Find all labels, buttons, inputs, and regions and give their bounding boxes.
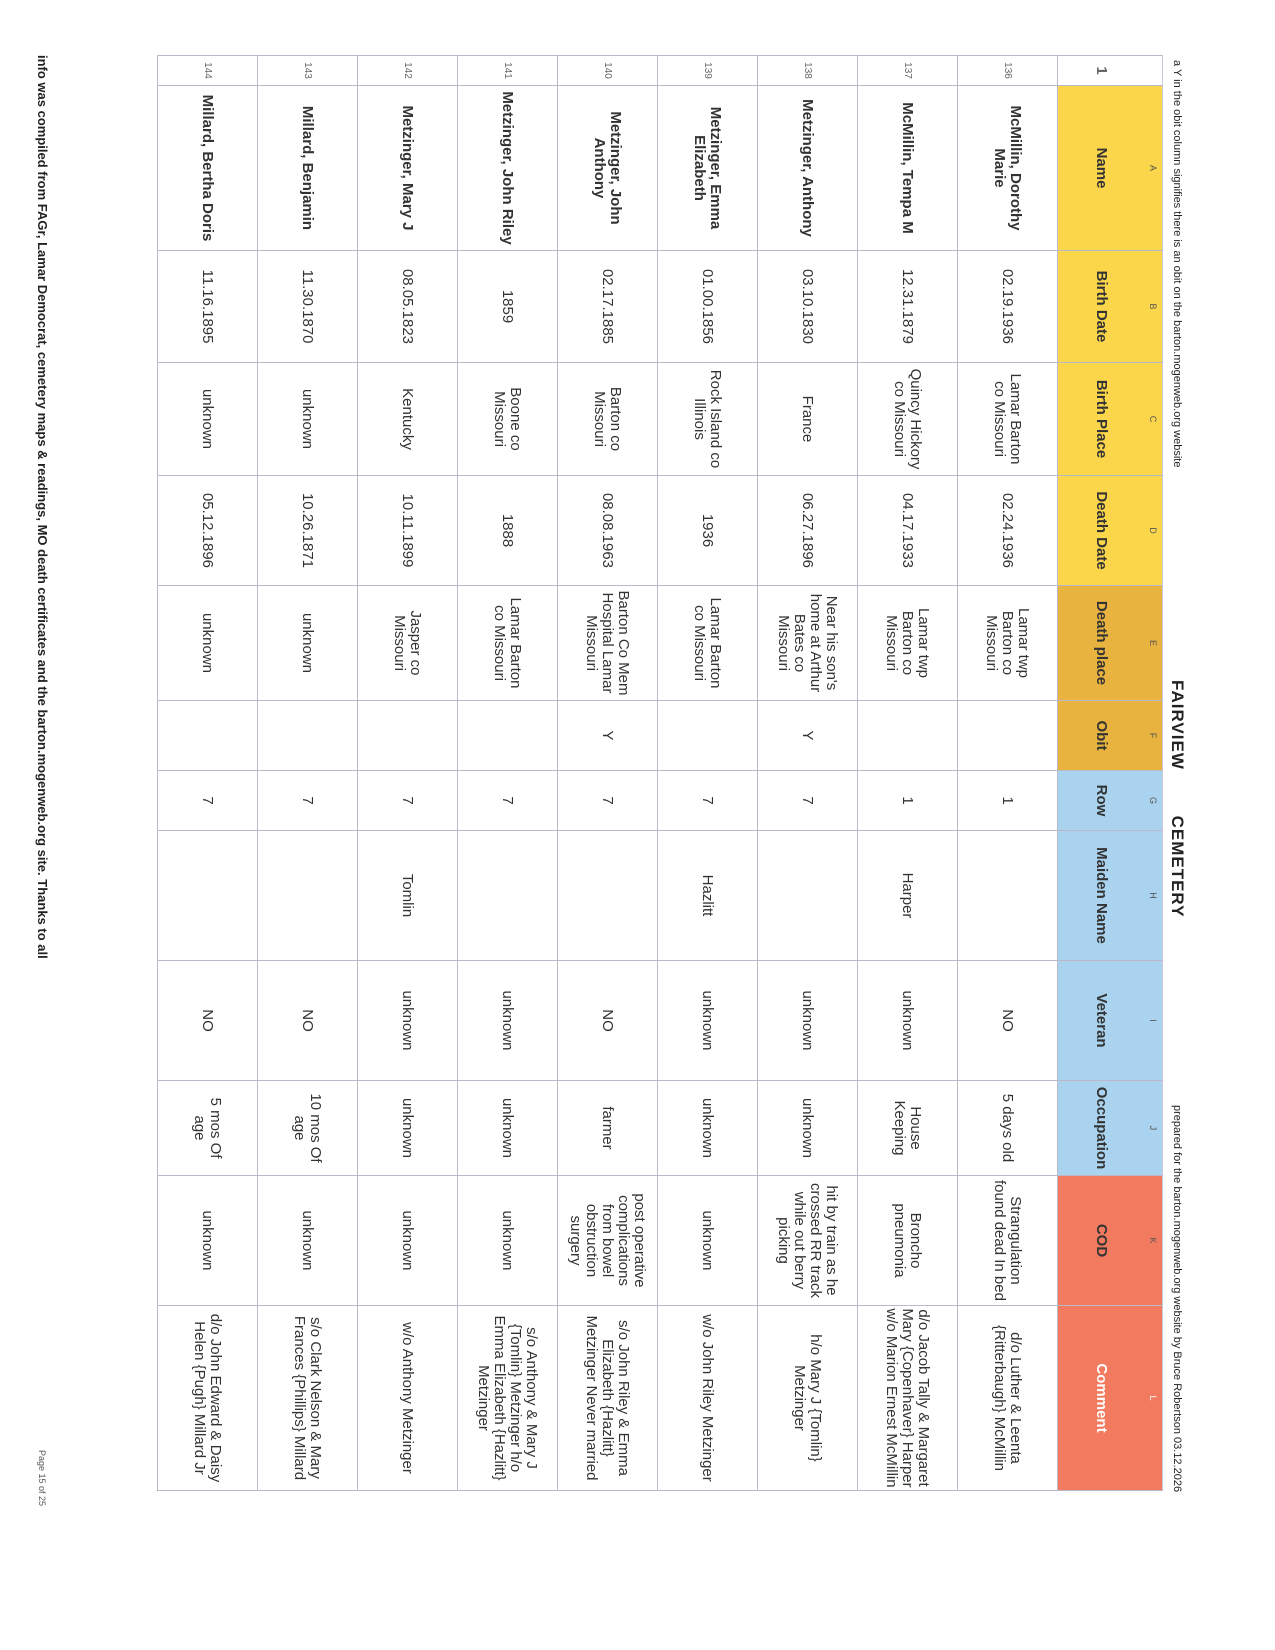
row-number: 144	[158, 56, 258, 86]
row-number: 138	[758, 56, 858, 86]
column-letter: J	[1144, 1081, 1163, 1176]
table-row	[958, 56, 1058, 1491]
cell-death-place: Near his son's home at Arthur Bates co Missouri	[758, 586, 858, 701]
cell-cod: unknown	[158, 1176, 258, 1306]
cell-birth-date: 03.10.1830	[758, 251, 858, 363]
cell-obit	[658, 701, 758, 771]
row-number: 141	[458, 56, 558, 86]
column-header: Birth Place	[1058, 363, 1145, 476]
column-letter-row	[1144, 56, 1163, 1491]
cell-death-date: 1888	[458, 476, 558, 586]
cell-name: Millard, Bertha Doris	[158, 86, 258, 251]
cell-death-place: Lamar twp Barton co Missouri	[858, 586, 958, 701]
cell-maiden-name	[458, 831, 558, 961]
cell-birth-date: 11.30.1870	[258, 251, 358, 363]
column-letter: F	[1144, 701, 1163, 771]
cell-cod: Broncho pneumonia	[858, 1176, 958, 1306]
cell-cod: unknown	[658, 1176, 758, 1306]
row-number: 1	[1058, 56, 1145, 86]
cell-veteran: NO	[158, 961, 258, 1081]
cell-comment: w/o John Riley Metzinger	[658, 1306, 758, 1491]
cell-veteran: unknown	[358, 961, 458, 1081]
cell-name: Metzinger, Anthony	[758, 86, 858, 251]
cell-occupation: unknown	[358, 1081, 458, 1176]
row-number: 136	[958, 56, 1058, 86]
cell-birth-place: Lamar Barton co Missouri	[958, 363, 1058, 476]
cell-name: McMillin, Tempa M	[858, 86, 958, 251]
column-letter: K	[1144, 1176, 1163, 1306]
cell-birth-date: 02.17.1885	[558, 251, 658, 363]
cell-occupation: 5 days old	[958, 1081, 1058, 1176]
cell-birth-date: 12.31.1879	[858, 251, 958, 363]
cell-death-date: 05.12.1896	[158, 476, 258, 586]
cell-veteran: unknown	[658, 961, 758, 1081]
cell-occupation: farmer	[558, 1081, 658, 1176]
cell-veteran: unknown	[458, 961, 558, 1081]
page-number: Page 15 of 25	[37, 1450, 47, 1507]
cell-veteran: unknown	[758, 961, 858, 1081]
column-header: Comment	[1058, 1306, 1145, 1491]
column-letter: G	[1144, 771, 1163, 831]
cell-birth-place: Quincy Hickory co Missouri	[858, 363, 958, 476]
cell-occupation: 10 mos Of age	[258, 1081, 358, 1176]
cemetery-table	[157, 55, 1163, 1491]
header-row	[1058, 56, 1145, 1491]
cell-comment: d/o Luther & Leenta {Ritterbaugh} McMillin	[958, 1306, 1058, 1491]
cell-obit: Y	[558, 701, 658, 771]
cell-occupation: unknown	[758, 1081, 858, 1176]
table-row	[358, 56, 458, 1491]
cell-obit	[858, 701, 958, 771]
table-row	[758, 56, 858, 1491]
cell-obit	[358, 701, 458, 771]
cell-name: Metzinger, Mary J	[358, 86, 458, 251]
page-title: FAIRVIEW CEMETERY	[1168, 680, 1187, 918]
column-letter: L	[1144, 1306, 1163, 1491]
cell-comment: s/o Anthony & Mary J {Tomlin} Metzinger h/o Emma Elizabeth {Hazlitt} Metzinger	[458, 1306, 558, 1491]
cell-row: 7	[558, 771, 658, 831]
column-header: Row	[1058, 771, 1145, 831]
row-number: 143	[258, 56, 358, 86]
cell-veteran: NO	[258, 961, 358, 1081]
cell-row: 7	[258, 771, 358, 831]
cell-comment: s/o John Riley & Emma Elizabeth {Hazlitt} Metzinger Never married	[558, 1306, 658, 1491]
cell-occupation: House Keeping	[858, 1081, 958, 1176]
cell-row: 7	[458, 771, 558, 831]
cell-comment: h/o Mary J {Tomlin} Metzinger	[758, 1306, 858, 1491]
cell-veteran: NO	[558, 961, 658, 1081]
column-header: Birth Date	[1058, 251, 1145, 363]
cell-name: Metzinger, John Riley	[458, 86, 558, 251]
cell-comment: d/o John Edward & Daisy Helen {Pugh} Millard Jr	[158, 1306, 258, 1491]
cell-death-place: Lamar Barton co Missouri	[458, 586, 558, 701]
cell-name: Metzinger, John Anthony	[558, 86, 658, 251]
cell-name: Millard, Benjamin	[258, 86, 358, 251]
cell-cod: hit by train as he crossed RR track while out berry picking	[758, 1176, 858, 1306]
cell-death-date: 02.24.1936	[958, 476, 1058, 586]
cell-maiden-name	[558, 831, 658, 961]
column-letter: I	[1144, 961, 1163, 1081]
column-header: Veteran	[1058, 961, 1145, 1081]
row-number: 137	[858, 56, 958, 86]
cell-obit	[458, 701, 558, 771]
cell-maiden-name: Tomlin	[358, 831, 458, 961]
cell-veteran: unknown	[858, 961, 958, 1081]
cell-birth-date: 01.00.1856	[658, 251, 758, 363]
corner-cell	[1144, 56, 1163, 86]
cell-death-date: 08.08.1963	[558, 476, 658, 586]
table-row	[658, 56, 758, 1491]
column-letter: C	[1144, 363, 1163, 476]
cell-birth-place: Kentucky	[358, 363, 458, 476]
cell-name: McMillin, Dorothy Marie	[958, 86, 1058, 251]
cell-maiden-name: Hazlitt	[658, 831, 758, 961]
column-letter: D	[1144, 476, 1163, 586]
column-letter: E	[1144, 586, 1163, 701]
row-number: 142	[358, 56, 458, 86]
column-header: Maiden Name	[1058, 831, 1145, 961]
cell-maiden-name	[258, 831, 358, 961]
cell-comment: d/o Jacob Tally & Margaret Mary {Copenhaver} Harper w/o Marion Ernest McMillin	[858, 1306, 958, 1491]
cell-death-date: 10.26.1871	[258, 476, 358, 586]
cell-occupation: 5 mos Of age	[158, 1081, 258, 1176]
cell-death-date: 04.17.1933	[858, 476, 958, 586]
cell-birth-place: unknown	[258, 363, 358, 476]
cell-row: 1	[858, 771, 958, 831]
cell-birth-place: Boone co Missouri	[458, 363, 558, 476]
cell-comment: w/o Anthony Metzinger	[358, 1306, 458, 1491]
cell-row: 7	[658, 771, 758, 831]
column-header: Name	[1058, 86, 1145, 251]
cell-occupation: unknown	[458, 1081, 558, 1176]
cell-death-place: Lamar twp Barton co Missouri	[958, 586, 1058, 701]
column-letter: B	[1144, 251, 1163, 363]
cell-cod: Strangulation found dead In bed	[958, 1176, 1058, 1306]
cell-birth-place: France	[758, 363, 858, 476]
cell-obit	[158, 701, 258, 771]
cell-cod: unknown	[458, 1176, 558, 1306]
cell-death-place: Jasper co Missouri	[358, 586, 458, 701]
cell-death-place: unknown	[258, 586, 358, 701]
cell-death-place: unknown	[158, 586, 258, 701]
column-letter: H	[1144, 831, 1163, 961]
cell-birth-place: Barton co Missouri	[558, 363, 658, 476]
table-row	[158, 56, 258, 1491]
cell-row: 7	[358, 771, 458, 831]
table-row	[458, 56, 558, 1491]
cell-birth-date: 02.19.1936	[958, 251, 1058, 363]
column-header: COD	[1058, 1176, 1145, 1306]
obit-note: a Y in the obit column signifies there is an obit on the barton.mogenweb.org website	[1171, 60, 1183, 468]
cell-birth-place: Rock Island co Illinois	[658, 363, 758, 476]
column-header: Obit	[1058, 701, 1145, 771]
cell-obit: Y	[758, 701, 858, 771]
cell-row: 7	[158, 771, 258, 831]
prepared-by: prepared for the barton.mogenweb.org website by Bruce Robertson 03.12.2026	[1171, 1105, 1183, 1493]
cell-row: 7	[758, 771, 858, 831]
cell-maiden-name	[958, 831, 1058, 961]
cell-veteran: NO	[958, 961, 1058, 1081]
column-header: Death place	[1058, 586, 1145, 701]
cell-row: 1	[958, 771, 1058, 831]
cell-maiden-name	[158, 831, 258, 961]
cell-maiden-name: Harper	[858, 831, 958, 961]
table-row	[858, 56, 958, 1491]
table-row	[258, 56, 358, 1491]
cell-birth-place: unknown	[158, 363, 258, 476]
cell-birth-date: 11.16.1895	[158, 251, 258, 363]
cell-death-date: 06.27.1896	[758, 476, 858, 586]
cell-obit	[258, 701, 358, 771]
column-header: Death Date	[1058, 476, 1145, 586]
row-number: 140	[558, 56, 658, 86]
cell-death-place: Barton Co Mem Hospital Lamar Missouri	[558, 586, 658, 701]
row-number: 139	[658, 56, 758, 86]
cell-occupation: unknown	[658, 1081, 758, 1176]
table-row	[558, 56, 658, 1491]
column-letter: A	[1144, 86, 1163, 251]
cell-birth-date: 08.05.1823	[358, 251, 458, 363]
cell-cod: unknown	[358, 1176, 458, 1306]
credits-footer: info was compiled from FAGr, Lamar Democrat, cemetery maps & readings, MO death certificates and the barton.mogenweb.org site. Thanks to all	[35, 55, 50, 959]
cell-death-date: 1936	[658, 476, 758, 586]
cell-death-date: 10.11.1899	[358, 476, 458, 586]
cell-name: Metzinger, Emma Elizabeth	[658, 86, 758, 251]
cell-comment: s/o Clark Nelson & Mary Frances {Phillips} Millard	[258, 1306, 358, 1491]
cell-maiden-name	[758, 831, 858, 961]
cell-obit	[958, 701, 1058, 771]
cell-birth-date: 1859	[458, 251, 558, 363]
cell-cod: post operative complications from bowel obstruction surgery	[558, 1176, 658, 1306]
column-header: Occupation	[1058, 1081, 1145, 1176]
cell-death-place: Lamar Barton co Missouri	[658, 586, 758, 701]
cell-cod: unknown	[258, 1176, 358, 1306]
